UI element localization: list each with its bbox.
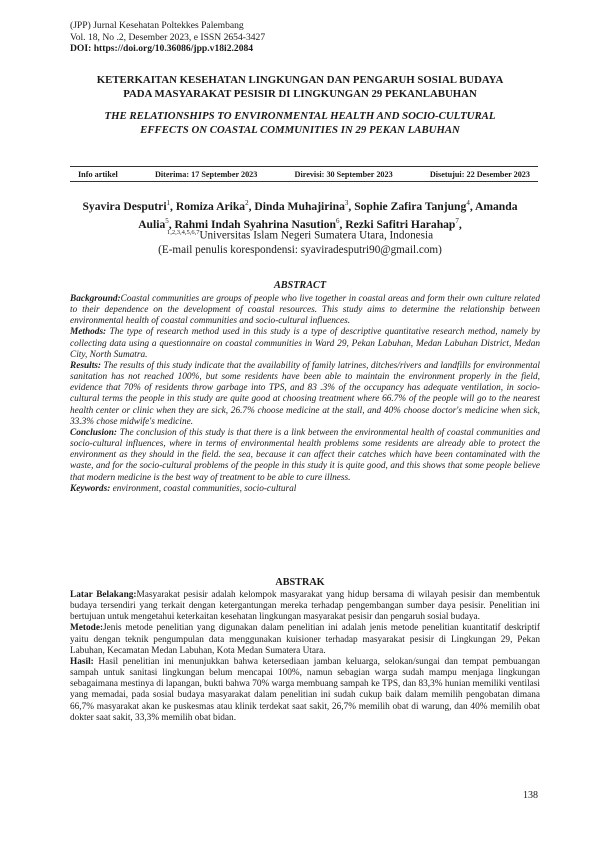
author-sup: 7 [455, 217, 459, 226]
author-name: , Rahmi Indah Syahrina Nasution [168, 218, 336, 232]
hasil-text: Hasil penelitian ini menunjukkan bahwa ketersediaan jamban keluarga, selokan/sungai dan tempat pembuangan sampah untuk sanitasi lingkungan belum mencapai 100%, namun sebagian warga sudah mampu menjaga lingkungan sebagaimana mestinya di lapangan, bukti bahwa 70% warga membuang sampah ke TPS, dan 83,3% hunian memiliki ventilasi yang memadai, pada sosial budaya masyarakat dalam penelitian ini sudah cukup baik dalam memilih pengobatan dimana 66,7% masyarakat akan ke puskesmas atau klinik terdekat saat sakit, 26,7% memilih obat di warung, dan 40% memilih obat dokter saat sakit, 33,3% memilih obat bidan. [70, 656, 540, 723]
journal-header [70, 20, 265, 55]
keywords-text: environment, coastal communities, socio-cultural [110, 483, 297, 494]
revised-date: Direvisi: 30 September 2023 [294, 169, 393, 179]
abstrak-heading: ABSTRAK [275, 577, 325, 588]
accepted-date: Disetujui: 22 Desember 2023 [429, 169, 530, 179]
doi-link[interactable]: DOI: https://doi.org/10.36086/jpp.v18i2.2084 [70, 43, 254, 55]
author-sup: 5 [165, 217, 169, 226]
page-number: 138 [523, 790, 538, 801]
journal-name: (JPP) Jurnal Kesehatan Poltekkes Palembang [70, 20, 244, 31]
affiliation-block [62, 226, 538, 257]
author-list-tail: , [458, 218, 462, 232]
background-label: Background: [70, 294, 121, 304]
author-name: , Rezki Safitri Harahap [339, 218, 456, 232]
abstract-english [70, 294, 540, 495]
title-id-line-1: KETERKAITAN KESEHATAN LINGKUNGAN DAN PENGARUH SOSIAL BUDAYA [96, 74, 504, 86]
author-sup: 6 [335, 217, 340, 226]
metode-label: Metode: [70, 623, 104, 634]
conclusion-label: Conclusion: [70, 427, 118, 438]
abstract-heading: ABSTRACT [273, 280, 327, 291]
abstract-keywords [70, 484, 540, 495]
article-dates-bar [70, 166, 538, 182]
abstract-background [70, 294, 540, 327]
author-sup: 2 [245, 199, 249, 207]
abstract-indonesian [70, 590, 540, 724]
author-name: , Dinda Muhajirina [248, 199, 345, 213]
title-id-line-2: PADA MASYARAKAT PESISIR DI LINGKUNGAN 29 PEKANLABUHAN [123, 87, 477, 100]
abstract-methods [70, 327, 540, 360]
abstrak-hasil [70, 657, 540, 724]
abstract-results [70, 361, 540, 428]
article-title-id [62, 74, 538, 101]
title-en-line-2: EFFECTS ON COASTAL COMMUNITIES IN 29 PEKAN LABUHAN [140, 123, 460, 136]
author-name: , Sophie Zafira Tanjung [348, 199, 467, 213]
author-sup: 3 [344, 199, 349, 207]
latar-belakang-text: Masyarakat pesisir adalah kelompok masyarakat yang hidup bersama di wilayah pesisir dan membentuk budaya tersendiri yang terkait dengan ketergantungan mereka terhadap pengembangan sumber daya pesisir. Penelitian ini bertujuan untuk mengetahui keterkaitan kesehatan lingkungan masyarakat pesisir dan pengaruh sosial budaya. [70, 590, 540, 623]
metode-text: Jenis metode penelitian yang digunakan dalam penelitian ini adalah jenis metode penelitian kuantitatif deskriptif yaitu dengan teknik pengumpulan data menggunakan kuisioner terhadap masyarakat pesisir di Lingkungan 29, Pekan Labuhan, Kecamatan Medan Labuhan, Kota Medan Sumatera Utara. [70, 623, 540, 656]
keywords-label: Keywords: [70, 483, 111, 494]
conclusion-text: The conclusion of this study is that there is a link between the environmental health of coastal communities and socio-cultural influences, where in terms of environmental health problems some residents are already able to protect the environment as they should in the field. the sea, because it can affect their catches which have been contaminated with the waste, and for the socio-cultural problems of the people in this study it is quite good, and this shows that some people believe that modern medicine is the best way of treatment to be able to cure illness. [70, 427, 540, 483]
results-text: The results of this study indicate that the availability of family latrines, ditches/rivers and landfills for environmental sanitation has not reached 100%, but some residents have been able to maintain the environment properly in the field, evidence that 70% of residents throw garbage into TPS, and 83 .3% of the occupancy has adequate ventilation, in socio-cultural terms the people in this study are quite good at choosing treatment where 66.7% of the people will go to the nearest health center or clinic when they are sick, 26.7% choose medicine at the stall, and 40% choose doctor's medicine when sick, 33.3% chose midwife's medicine. [70, 360, 540, 427]
author-name: Syavira Desputri [82, 199, 167, 213]
abstrak-latar-belakang [70, 590, 540, 623]
abstrak-metode [70, 623, 540, 656]
abstract-conclusion [70, 428, 540, 484]
latar-belakang-label: Latar Belakang: [70, 590, 137, 600]
article-info-label: Info artikel [78, 169, 118, 179]
author-sup: 1 [166, 199, 171, 207]
article-title-en [62, 110, 538, 137]
title-en-line-1: THE RELATIONSHIPS TO ENVIRONMENTAL HEALTH AND SOCIO-CULTURAL [104, 110, 496, 122]
affiliation-sup: 1,2,3,4,5,6,7 [166, 229, 200, 236]
results-label: Results: [70, 360, 101, 371]
received-date: Diterima: 17 September 2023 [154, 169, 258, 179]
journal-volume: Vol. 18, No .2, Desember 2023, e ISSN 2654-3427 [70, 31, 266, 43]
author-sup: 4 [466, 199, 470, 207]
methods-text: The type of research method used in this study is a type of descriptive quantitative research method, namely by collecting data using a questionnaire on coastal communities in Ward 29, Pekan Labuhan, Medan Labuhan District, Medan City, North Sumatra. [70, 327, 540, 360]
methods-label: Methods: [70, 327, 107, 338]
author-name: Aulia [138, 218, 166, 232]
author-name: , Amanda [469, 199, 518, 213]
author-name: , Romiza Arika [170, 199, 246, 213]
affiliation-name: Universitas Islam Negeri Sumatera Utara, Indonesia [199, 229, 434, 242]
hasil-label: Hasil: [70, 656, 94, 667]
background-text: Coastal communities are groups of people who live together in coastal areas and form their own culture related to their dependence on the development of coastal resources. This study aims to determine the relationship between environmental health of coastal communities and socio-cultural influences. [70, 294, 540, 327]
corresponding-email: (E-mail penulis korespondensi: syaviradesputri90@gmail.com) [158, 243, 442, 256]
